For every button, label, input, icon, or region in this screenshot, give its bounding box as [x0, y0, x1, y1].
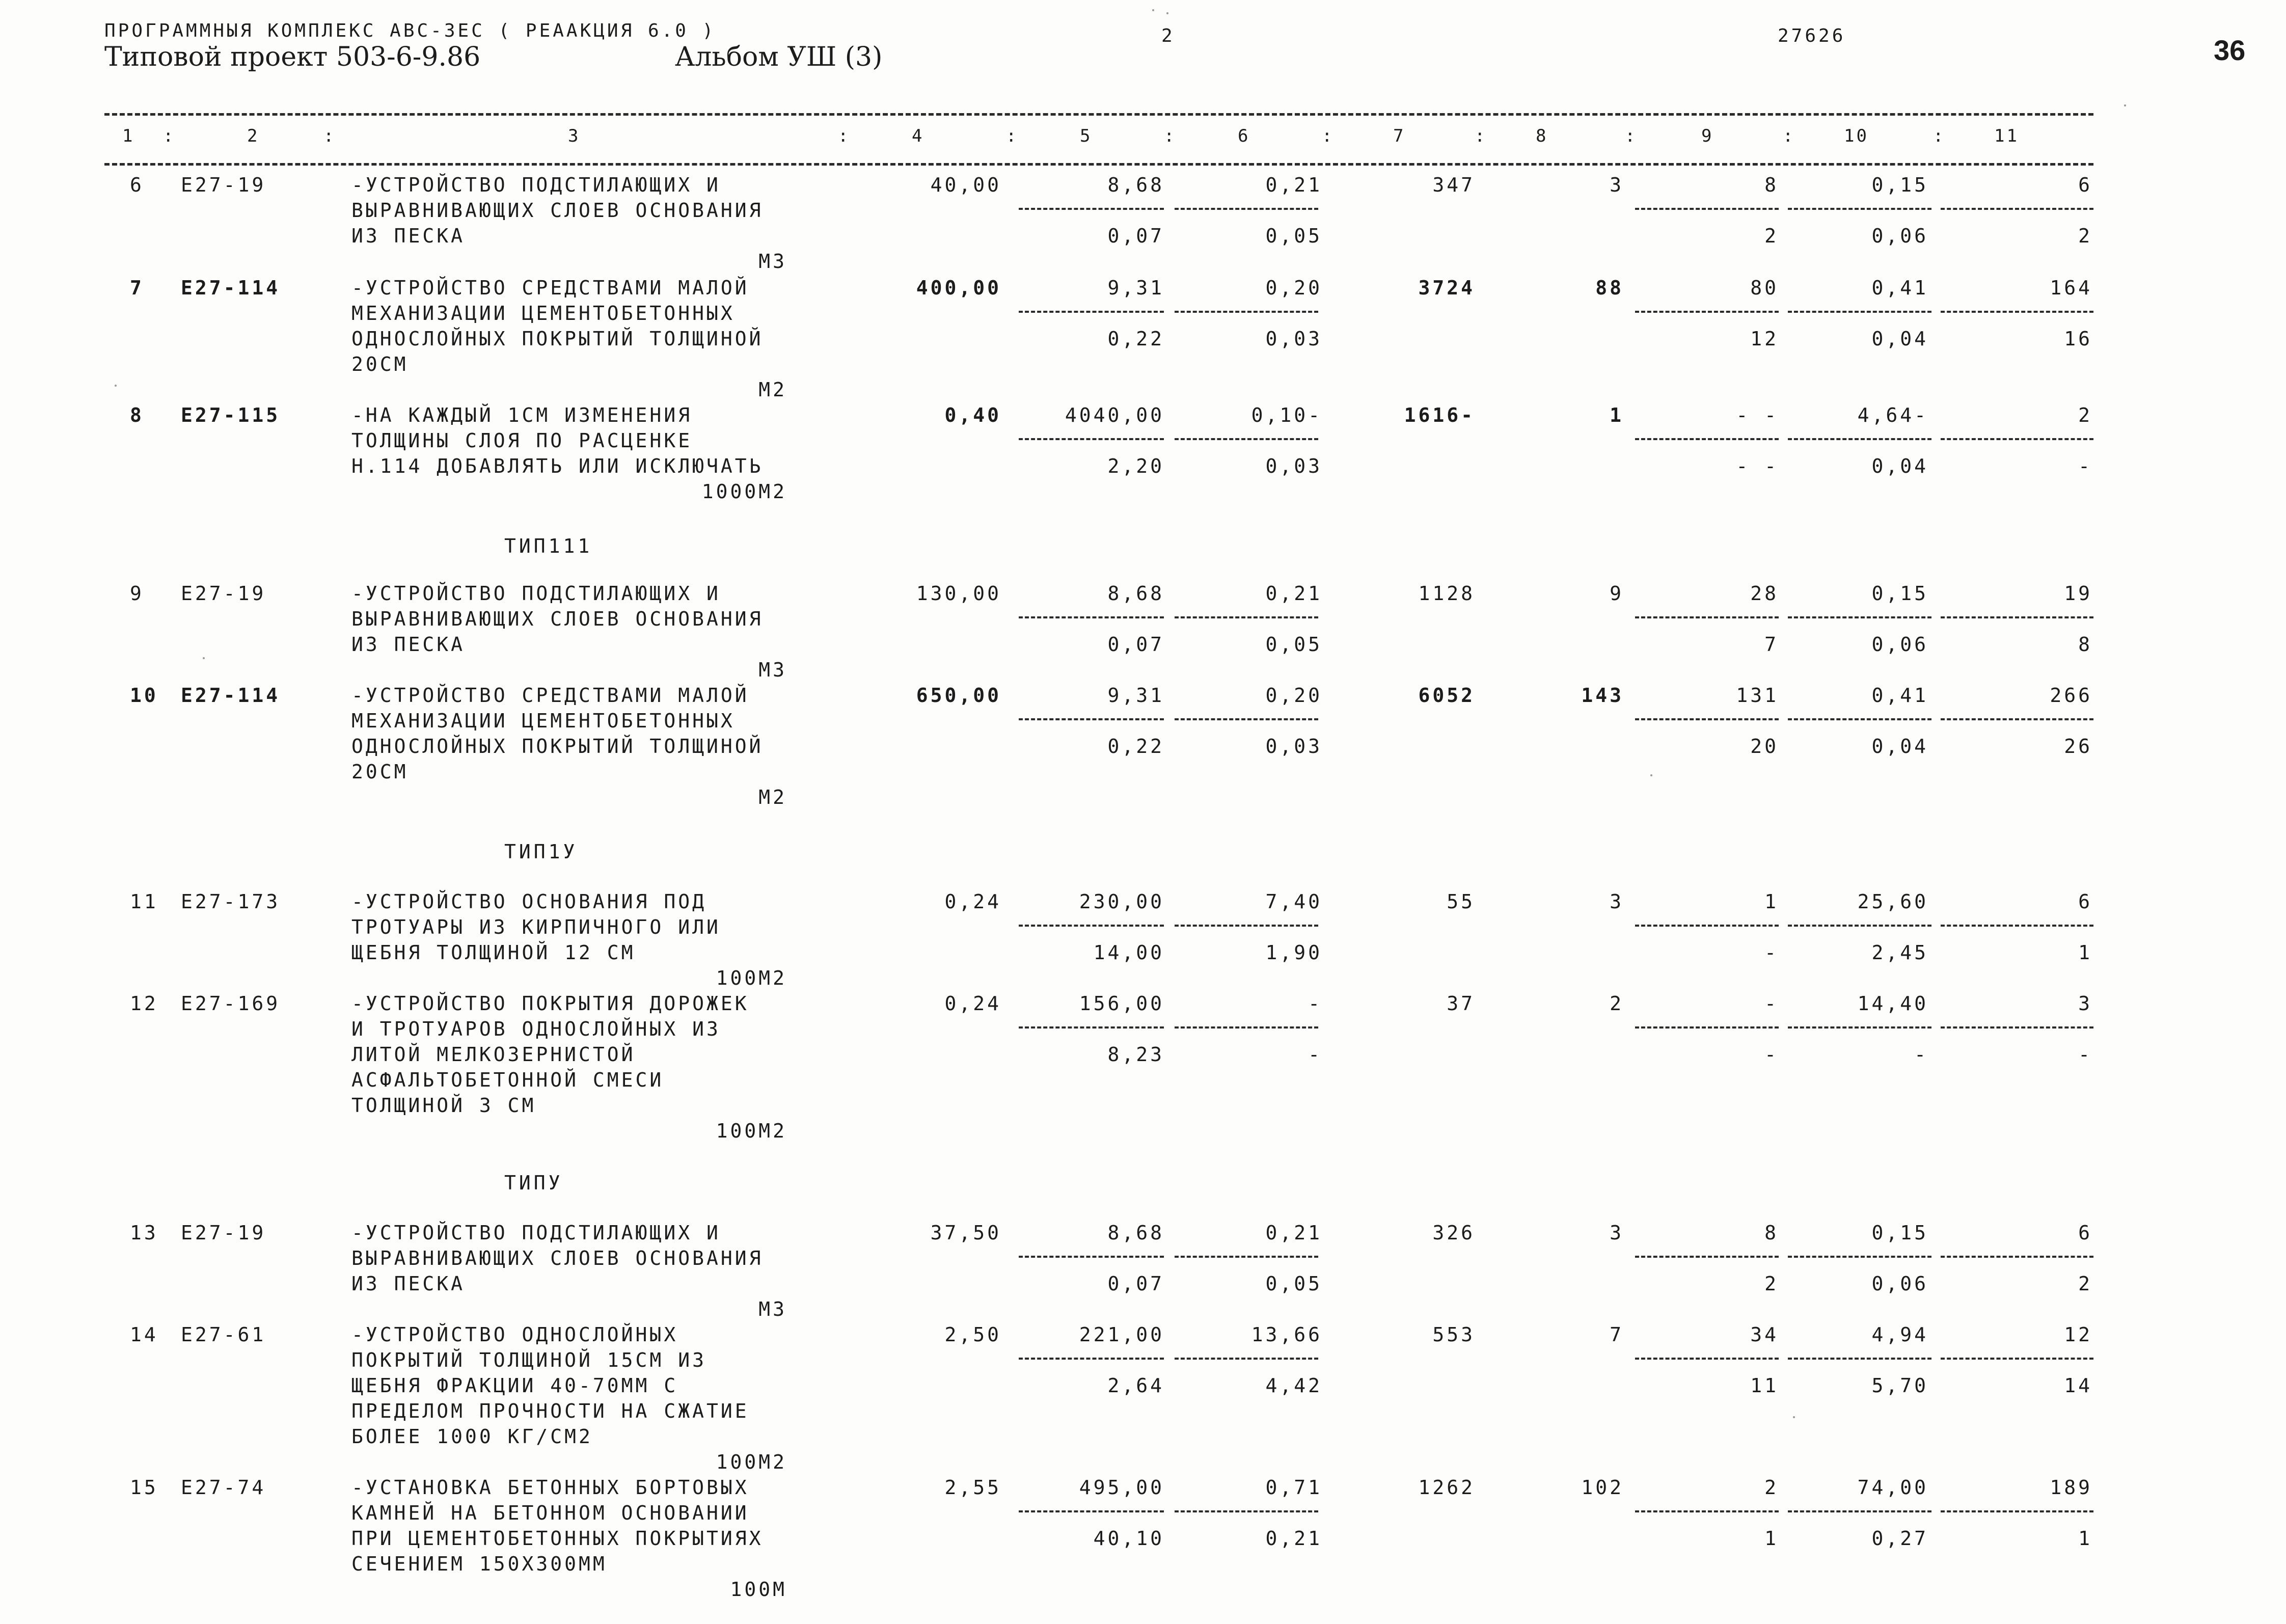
quantity: 650,00 — [916, 684, 1001, 707]
unit-cost-machines: 0,21 — [1265, 582, 1322, 605]
col-sep: : — [1006, 126, 1019, 146]
measurement-unit: 100М2 — [716, 1451, 787, 1473]
labour-per-unit: 25,60 — [1857, 890, 1928, 913]
work-description-line: И ТРОТУАРОВ ОДНОСЛОЙНЫХ ИЗ — [351, 1018, 721, 1040]
measurement-unit: М2 — [758, 378, 787, 401]
split-dash-rule — [1788, 438, 1931, 440]
work-description-line: КАМНЕЙ НА БЕТОННОМ ОСНОВАНИИ — [351, 1502, 749, 1524]
labour-per-unit-machinist: 0,04 — [1871, 455, 1928, 477]
labour-per-unit: 4,94 — [1871, 1323, 1928, 1346]
rate-code: Е27-169 — [181, 992, 281, 1015]
work-description-line: ИЗ ПЕСКА — [351, 225, 466, 247]
unit-cost-machines: 0,71 — [1265, 1476, 1322, 1499]
quantity: 37,50 — [930, 1222, 1001, 1244]
unit-cost-wages: 14,00 — [1093, 941, 1164, 964]
measurement-unit: 100М — [730, 1578, 787, 1601]
col-sep: : — [323, 126, 336, 146]
total-cost: 1616- — [1404, 404, 1475, 426]
work-description-line: МЕХАНИЗАЦИИ ЦЕМЕНТОБЕТОННЫХ — [351, 302, 735, 324]
quantity: 2,50 — [944, 1323, 1001, 1346]
work-description-line: 20СМ — [351, 761, 409, 783]
machines-wages: 1 — [1764, 1527, 1779, 1550]
work-description-line: ТОЛЩИНОЙ 3 СМ — [351, 1094, 536, 1117]
row-number: 11 — [130, 890, 158, 913]
col-sep: : — [838, 126, 851, 146]
col-sep: : — [1933, 126, 1946, 146]
labour-total-machinist: 8 — [2078, 633, 2092, 656]
split-dash-rule — [1788, 311, 1931, 313]
column-header-row — [104, 126, 2093, 154]
unit-cost-total: 9,31 — [1107, 684, 1164, 707]
document-number: 27626 — [1778, 25, 1846, 46]
split-dash-rule — [1175, 718, 1318, 720]
machines-wages: 11 — [1750, 1374, 1779, 1397]
work-description-line: ИЗ ПЕСКА — [351, 633, 466, 656]
labour-per-unit-machinist: 0,04 — [1871, 735, 1928, 757]
total-wages: 3 — [1610, 1222, 1624, 1244]
unit-cost-machines: - — [1308, 992, 1322, 1015]
split-dash-rule — [1788, 718, 1931, 720]
unit-cost-machines-wages: 1,90 — [1265, 941, 1322, 964]
work-description-line: -УСТРОЙСТВО ПОДСТИЛАЮЩИХ И — [351, 582, 721, 605]
split-dash-rule — [1941, 438, 2093, 440]
labour-per-unit-machinist: 0,04 — [1871, 328, 1928, 350]
quantity: 0,24 — [944, 992, 1001, 1015]
work-description-line: ОДНОСЛОЙНЫХ ПОКРЫТИЙ ТОЛЩИНОЙ — [351, 328, 764, 350]
split-dash-rule — [1635, 208, 1779, 210]
col-header-1: 1 — [122, 126, 135, 146]
unit-cost-total: 221,00 — [1079, 1323, 1164, 1346]
measurement-unit: М3 — [758, 659, 787, 681]
work-description-line: ПРЕДЕЛОМ ПРОЧНОСТИ НА СЖАТИЕ — [351, 1400, 749, 1422]
unit-cost-wages: 0,07 — [1107, 1273, 1164, 1295]
unit-cost-machines: 0,21 — [1265, 1222, 1322, 1244]
unit-cost-total: 8,68 — [1107, 1222, 1164, 1244]
work-description-line: -УСТРОЙСТВО ОДНОСЛОЙНЫХ — [351, 1323, 678, 1346]
machines-wages: - - — [1736, 455, 1779, 477]
labour-per-unit: 0,41 — [1871, 684, 1928, 707]
labour-total: 6 — [2078, 174, 2092, 196]
split-dash-rule — [1635, 925, 1779, 927]
col-header-11: 11 — [1994, 126, 2019, 146]
labour-total-machinist: 1 — [2078, 1527, 2092, 1550]
labour-total-machinist: - — [2078, 1043, 2092, 1066]
labour-total-machinist: 16 — [2064, 328, 2092, 350]
labour-per-unit-machinist: 0,27 — [1871, 1527, 1928, 1550]
col-sep: : — [1783, 126, 1795, 146]
rate-code: Е27-173 — [181, 890, 281, 913]
labour-per-unit: 0,41 — [1871, 277, 1928, 299]
unit-cost-machines-wages: 0,03 — [1265, 455, 1322, 477]
split-dash-rule — [1019, 1510, 1164, 1512]
measurement-unit: М3 — [758, 250, 787, 273]
work-description-line: СЕЧЕНИЕМ 150Х300ММ — [351, 1553, 607, 1575]
rate-code: Е27-114 — [181, 684, 281, 707]
quantity: 0,24 — [944, 890, 1001, 913]
work-description-line: ЩЕБНЯ ФРАКЦИИ 40-70ММ С — [351, 1374, 678, 1397]
labour-per-unit-machinist: 5,70 — [1871, 1374, 1928, 1397]
measurement-unit: 100М2 — [716, 1120, 787, 1142]
labour-total: 12 — [2064, 1323, 2092, 1346]
row-number: 10 — [130, 684, 158, 707]
total-cost: 1262 — [1418, 1476, 1475, 1499]
col-header-8: 8 — [1536, 126, 1548, 146]
unit-cost-machines-wages: 0,05 — [1265, 225, 1322, 247]
unit-cost-wages: 0,22 — [1107, 735, 1164, 757]
split-dash-rule — [1941, 1358, 2093, 1360]
rate-code: Е27-19 — [181, 582, 266, 605]
labour-per-unit: 0,15 — [1871, 174, 1928, 196]
scan-speck — [1152, 9, 1154, 11]
section-label: ТИПУ — [504, 1172, 563, 1194]
labour-per-unit: 14,40 — [1857, 992, 1928, 1015]
work-description-line: АСФАЛЬТОБЕТОННОЙ СМЕСИ — [351, 1069, 664, 1091]
unit-cost-machines: 0,21 — [1265, 174, 1322, 196]
labour-total: 189 — [2050, 1476, 2092, 1499]
unit-cost-machines-wages: - — [1308, 1043, 1322, 1066]
row-number: 6 — [130, 174, 144, 196]
work-description-line: ВЫРАВНИВАЮЩИХ СЛОЕВ ОСНОВАНИЯ — [351, 199, 764, 222]
labour-per-unit-machinist: 0,06 — [1871, 1273, 1928, 1295]
machines-wages: - — [1764, 941, 1779, 964]
work-description-line: -НА КАЖДЫЙ 1СМ ИЗМЕНЕНИЯ — [351, 404, 693, 426]
split-dash-rule — [1019, 311, 1164, 313]
total-wages: 3 — [1610, 890, 1624, 913]
labour-per-unit: 0,15 — [1871, 1222, 1928, 1244]
split-dash-rule — [1175, 1358, 1318, 1360]
total-wages: 88 — [1595, 277, 1624, 299]
work-description-line: ПРИ ЦЕМЕНТОБЕТОННЫХ ПОКРЫТИЯХ — [351, 1527, 764, 1550]
work-description-line: БОЛЕЕ 1000 КГ/СМ2 — [351, 1425, 593, 1448]
unit-cost-machines: 13,66 — [1251, 1323, 1322, 1346]
labour-total: 2 — [2078, 404, 2092, 426]
split-dash-rule — [1941, 1026, 2093, 1028]
unit-cost-total: 230,00 — [1079, 890, 1164, 913]
split-dash-rule — [1788, 925, 1931, 927]
total-cost: 3724 — [1418, 277, 1475, 299]
labour-per-unit: 0,15 — [1871, 582, 1928, 605]
unit-cost-total: 9,31 — [1107, 277, 1164, 299]
machines-cost: 80 — [1750, 277, 1779, 299]
table-header-rule — [104, 163, 2093, 166]
unit-cost-machines: 0,10- — [1251, 404, 1322, 426]
split-dash-rule — [1635, 438, 1779, 440]
rate-code: Е27-115 — [181, 404, 281, 426]
machines-cost: 1 — [1764, 890, 1779, 913]
unit-cost-machines: 7,40 — [1265, 890, 1322, 913]
total-cost: 326 — [1432, 1222, 1475, 1244]
work-description-line: ВЫРАВНИВАЮЩИХ СЛОЕВ ОСНОВАНИЯ — [351, 1247, 764, 1269]
unit-cost-wages: 0,07 — [1107, 633, 1164, 656]
split-dash-rule — [1941, 1510, 2093, 1512]
total-cost: 55 — [1447, 890, 1475, 913]
scan-speck — [1793, 1416, 1795, 1418]
work-description-line: Н.114 ДОБАВЛЯТЬ ИЛИ ИСКЛЮЧАТЬ — [351, 455, 764, 477]
split-dash-rule — [1788, 208, 1931, 210]
unit-cost-machines-wages: 0,21 — [1265, 1527, 1322, 1550]
machines-cost: 28 — [1750, 582, 1779, 605]
labour-total: 164 — [2050, 277, 2092, 299]
split-dash-rule — [1019, 1358, 1164, 1360]
quantity: 400,00 — [916, 277, 1001, 299]
split-dash-rule — [1175, 1510, 1318, 1512]
col-header-10: 10 — [1844, 126, 1869, 146]
split-dash-rule — [1941, 925, 2093, 927]
total-cost: 347 — [1432, 174, 1475, 196]
total-cost: 6052 — [1418, 684, 1475, 707]
section-label: ТИП111 — [504, 535, 593, 557]
work-description-line: ТРОТУАРЫ ИЗ КИРПИЧНОГО ИЛИ — [351, 916, 721, 938]
work-description-line: -УСТРОЙСТВО СРЕДСТВАМИ МАЛОЙ — [351, 277, 749, 299]
machines-cost: 34 — [1750, 1323, 1779, 1346]
col-header-7: 7 — [1393, 126, 1406, 146]
work-description-line: ЩЕБНЯ ТОЛЩИНОЙ 12 СМ — [351, 941, 636, 964]
labour-total-machinist: - — [2078, 455, 2092, 477]
col-sep: : — [1164, 126, 1177, 146]
col-sep: : — [1475, 126, 1487, 146]
unit-cost-wages: 8,23 — [1107, 1043, 1164, 1066]
machines-wages: - — [1764, 1043, 1779, 1066]
split-dash-rule — [1788, 616, 1931, 618]
unit-cost-machines: 0,20 — [1265, 277, 1322, 299]
rate-code: Е27-19 — [181, 1222, 266, 1244]
rate-code: Е27-74 — [181, 1476, 266, 1499]
work-description-line: ОДНОСЛОЙНЫХ ПОКРЫТИЙ ТОЛЩИНОЙ — [351, 735, 764, 757]
total-wages: 9 — [1610, 582, 1624, 605]
split-dash-rule — [1019, 925, 1164, 927]
unit-cost-wages: 0,07 — [1107, 225, 1164, 247]
row-number: 14 — [130, 1323, 158, 1346]
unit-cost-wages: 2,20 — [1107, 455, 1164, 477]
row-number: 9 — [130, 582, 144, 605]
row-number: 13 — [130, 1222, 158, 1244]
unit-cost-total: 4040,00 — [1065, 404, 1164, 426]
quantity: 2,55 — [944, 1476, 1001, 1499]
unit-cost-total: 8,68 — [1107, 174, 1164, 196]
labour-total: 19 — [2064, 582, 2092, 605]
unit-cost-wages: 2,64 — [1107, 1374, 1164, 1397]
total-wages: 102 — [1581, 1476, 1624, 1499]
labour-total-machinist: 14 — [2064, 1374, 2092, 1397]
col-sep: : — [1625, 126, 1638, 146]
quantity: 130,00 — [916, 582, 1001, 605]
machines-cost: 131 — [1736, 684, 1779, 707]
work-description-line: МЕХАНИЗАЦИИ ЦЕМЕНТОБЕТОННЫХ — [351, 710, 735, 732]
split-dash-rule — [1175, 311, 1318, 313]
scan-speck — [115, 385, 117, 387]
split-dash-rule — [1941, 208, 2093, 210]
split-dash-rule — [1941, 311, 2093, 313]
page-number: 36 — [2214, 34, 2246, 66]
work-description-line: 20СМ — [351, 353, 409, 375]
labour-total: 266 — [2050, 684, 2092, 707]
split-dash-rule — [1788, 1256, 1931, 1258]
measurement-unit: М3 — [758, 1298, 787, 1320]
unit-cost-machines-wages: 0,03 — [1265, 328, 1322, 350]
program-line: ПРОГРАММНЫЯ КОМПЛЕКС АВС-ЗЕС ( РЕААКЦИЯ 6.0 ) — [104, 20, 716, 41]
row-number: 7 — [130, 277, 144, 299]
col-header-5: 5 — [1080, 126, 1093, 146]
split-dash-rule — [1635, 1256, 1779, 1258]
table-top-rule — [104, 113, 2093, 116]
split-dash-rule — [1019, 208, 1164, 210]
split-dash-rule — [1941, 616, 2093, 618]
labour-total: 6 — [2078, 1222, 2092, 1244]
split-dash-rule — [1941, 718, 2093, 720]
work-description-line: ЛИТОЙ МЕЛКОЗЕРНИСТОЙ — [351, 1043, 636, 1066]
split-dash-rule — [1635, 718, 1779, 720]
unit-cost-wages: 0,22 — [1107, 328, 1164, 350]
unit-cost-machines-wages: 0,05 — [1265, 633, 1322, 656]
total-cost: 37 — [1447, 992, 1475, 1015]
total-cost: 1128 — [1418, 582, 1475, 605]
unit-cost-machines: 0,20 — [1265, 684, 1322, 707]
split-dash-rule — [1175, 208, 1318, 210]
work-description-line: ПОКРЫТИЙ ТОЛЩИНОЙ 15СМ ИЗ — [351, 1349, 706, 1371]
machines-wages: 2 — [1764, 225, 1779, 247]
album-line: Альбом УШ (3) — [675, 42, 883, 72]
col-sep: : — [1322, 126, 1335, 146]
total-wages: 7 — [1610, 1323, 1624, 1346]
split-dash-rule — [1941, 1256, 2093, 1258]
labour-total-machinist: 2 — [2078, 225, 2092, 247]
col-header-3: 3 — [568, 126, 581, 146]
quantity: 0,40 — [944, 404, 1001, 426]
work-description-line: -УСТРОЙСТВО ПОДСТИЛАЮЩИХ И — [351, 174, 721, 196]
total-wages: 2 — [1610, 992, 1624, 1015]
col-header-6: 6 — [1238, 126, 1250, 146]
machines-wages: 2 — [1764, 1273, 1779, 1295]
split-dash-rule — [1788, 1026, 1931, 1028]
split-dash-rule — [1635, 1026, 1779, 1028]
section-label: ТИП1У — [504, 841, 578, 863]
measurement-unit: М2 — [758, 786, 787, 808]
row-number: 8 — [130, 404, 144, 426]
work-description-line: ИЗ ПЕСКА — [351, 1273, 466, 1295]
work-description-line: -УСТАНОВКА БЕТОННЫХ БОРТОВЫХ — [351, 1476, 749, 1499]
unit-cost-machines-wages: 0,05 — [1265, 1273, 1322, 1295]
labour-total-machinist: 26 — [2064, 735, 2092, 757]
labour-per-unit-machinist: 0,06 — [1871, 633, 1928, 656]
labour-per-unit-machinist: - — [1914, 1043, 1928, 1066]
total-cost: 553 — [1432, 1323, 1475, 1346]
split-dash-rule — [1019, 616, 1164, 618]
split-dash-rule — [1019, 438, 1164, 440]
labour-per-unit-machinist: 0,06 — [1871, 225, 1928, 247]
rate-code: Е27-114 — [181, 277, 281, 299]
machines-wages: 12 — [1750, 328, 1779, 350]
machines-cost: 8 — [1764, 1222, 1779, 1244]
machines-wages: 7 — [1764, 633, 1779, 656]
rate-code: Е27-61 — [181, 1323, 266, 1346]
machines-cost: - - — [1736, 404, 1779, 426]
unit-cost-machines-wages: 0,03 — [1265, 735, 1322, 757]
total-wages: 143 — [1581, 684, 1624, 707]
labour-total: 6 — [2078, 890, 2092, 913]
measurement-unit: 100М2 — [716, 967, 787, 989]
machines-cost: 8 — [1764, 174, 1779, 196]
col-header-9: 9 — [1701, 126, 1714, 146]
col-header-4: 4 — [912, 126, 924, 146]
split-dash-rule — [1635, 1510, 1779, 1512]
work-description-line: ТОЛЩИНЫ СЛОЯ ПО РАСЦЕНКЕ — [351, 429, 693, 452]
row-number: 12 — [130, 992, 158, 1015]
split-dash-rule — [1175, 616, 1318, 618]
col-sep: : — [163, 126, 176, 146]
split-dash-rule — [1175, 438, 1318, 440]
labour-total: 3 — [2078, 992, 2092, 1015]
split-dash-rule — [1175, 925, 1318, 927]
sheet-number: 2 — [1161, 25, 1175, 46]
work-description-line: -УСТРОЙСТВО СРЕДСТВАМИ МАЛОЙ — [351, 684, 749, 707]
unit-cost-wages: 40,10 — [1093, 1527, 1164, 1550]
split-dash-rule — [1635, 311, 1779, 313]
labour-per-unit-machinist: 2,45 — [1871, 941, 1928, 964]
split-dash-rule — [1019, 1026, 1164, 1028]
split-dash-rule — [1635, 616, 1779, 618]
machines-cost: 2 — [1764, 1476, 1779, 1499]
split-dash-rule — [1635, 1358, 1779, 1360]
scan-speck — [1166, 12, 1168, 14]
machines-cost: - — [1764, 992, 1779, 1015]
total-wages: 3 — [1610, 174, 1624, 196]
split-dash-rule — [1019, 1256, 1164, 1258]
split-dash-rule — [1788, 1510, 1931, 1512]
scan-speck — [1650, 774, 1652, 776]
unit-cost-total: 8,68 — [1107, 582, 1164, 605]
work-description-line: -УСТРОЙСТВО ПОКРЫТИЯ ДОРОЖЕК — [351, 992, 749, 1015]
col-header-2: 2 — [247, 126, 260, 146]
scan-speck — [2124, 104, 2126, 106]
unit-cost-total: 495,00 — [1079, 1476, 1164, 1499]
work-description-line: -УСТРОЙСТВО ОСНОВАНИЯ ПОД — [351, 890, 706, 913]
split-dash-rule — [1788, 1358, 1931, 1360]
rate-code: Е27-19 — [181, 174, 266, 196]
project-line: Типовой проект 503-6-9.86 — [104, 42, 481, 72]
split-dash-rule — [1175, 1256, 1318, 1258]
labour-total-machinist: 2 — [2078, 1273, 2092, 1295]
work-description-line: -УСТРОЙСТВО ПОДСТИЛАЮЩИХ И — [351, 1222, 721, 1244]
quantity: 40,00 — [930, 174, 1001, 196]
row-number: 15 — [130, 1476, 158, 1499]
total-wages: 1 — [1610, 404, 1624, 426]
scan-speck — [203, 657, 205, 659]
labour-per-unit: 4,64- — [1857, 404, 1928, 426]
work-description-line: ВЫРАВНИВАЮЩИХ СЛОЕВ ОСНОВАНИЯ — [351, 608, 764, 630]
split-dash-rule — [1019, 718, 1164, 720]
split-dash-rule — [1175, 1026, 1318, 1028]
measurement-unit: 1000М2 — [701, 480, 787, 503]
unit-cost-machines-wages: 4,42 — [1265, 1374, 1322, 1397]
unit-cost-total: 156,00 — [1079, 992, 1164, 1015]
labour-total-machinist: 1 — [2078, 941, 2092, 964]
labour-per-unit: 74,00 — [1857, 1476, 1928, 1499]
machines-wages: 20 — [1750, 735, 1779, 757]
